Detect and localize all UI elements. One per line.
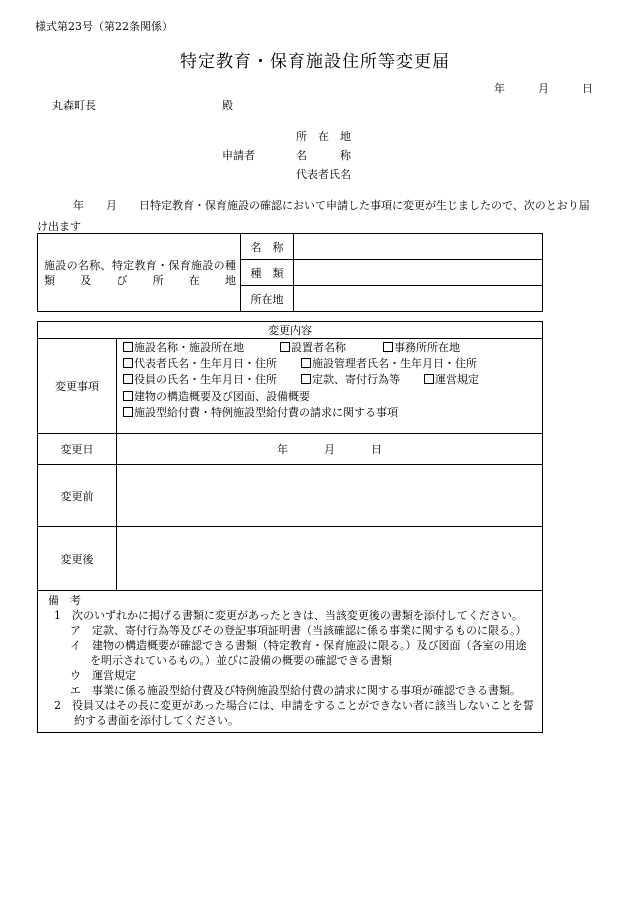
before-field[interactable]: [117, 465, 543, 527]
option-label: 役員の氏名・生年月日・住所: [134, 373, 277, 387]
checkbox[interactable]: [424, 374, 434, 384]
day-label: 日: [371, 443, 382, 456]
note-sub-a: ア 定款、寄付行為等及びその登記事項証明書（当該確認に係る事業に関するものに限る。）: [70, 624, 527, 637]
option-row: [123, 405, 536, 421]
intro-text: 年 月 日特定教育・保育施設の確認において申請した事項に変更が生じましたので、次のとおり届け出ます: [37, 199, 590, 233]
honorific: 殿: [222, 99, 233, 112]
checkbox[interactable]: [123, 407, 133, 417]
change-items-label: 変更事項: [38, 339, 117, 434]
after-label: 変更後: [38, 527, 117, 591]
change-date-field[interactable]: [117, 434, 543, 465]
checkbox[interactable]: [123, 391, 133, 401]
checkbox[interactable]: [301, 374, 311, 384]
checkbox[interactable]: [123, 358, 133, 368]
year-label: 年: [494, 82, 505, 95]
name-label: 名 称: [296, 149, 351, 162]
day-label: 日: [582, 82, 593, 95]
facility-location-label: 所在地: [241, 286, 294, 312]
option-label: 施設型給付費・特例施設型給付費の請求に関する事項: [134, 405, 398, 419]
facility-type-field[interactable]: [294, 260, 543, 286]
month-label: 月: [324, 443, 335, 456]
address-label: 所 在 地: [296, 130, 351, 143]
note-item-2: 2 役員又はその長に変更があった場合には、申請をすることができない者に該当しないことを誓約する書面を添付してください。: [54, 699, 534, 727]
facility-type-label: 種 類: [241, 260, 294, 286]
month-label: 月: [538, 82, 549, 95]
changes-table: [37, 321, 543, 733]
option-row: [123, 340, 536, 356]
after-field[interactable]: [117, 527, 543, 591]
checkbox[interactable]: [123, 374, 133, 384]
option-label: 建物の構造概要及び図面、設備概要: [134, 389, 310, 403]
facility-name-field[interactable]: [294, 234, 543, 260]
checkbox[interactable]: [123, 342, 133, 352]
form-number: 様式第23号（第22条関係）: [35, 20, 173, 33]
checkbox[interactable]: [280, 342, 290, 352]
note-sub-u: ウ 運営規定: [70, 669, 136, 682]
representative-label: 代表者氏名: [296, 168, 351, 181]
option-label: 代表者氏名・生年月日・住所: [134, 357, 277, 371]
option-row: [123, 372, 536, 388]
option-label: 施設名称・施設所在地: [134, 341, 244, 354]
change-items-options: [117, 339, 543, 434]
change-date-label: 変更日: [38, 434, 117, 465]
option-row: [123, 356, 536, 372]
facility-name-label: 名 称: [241, 234, 294, 260]
option-label: 運営規定: [435, 373, 479, 387]
page-title: 特定教育・保育施設住所等変更届: [180, 52, 450, 72]
addressee: 丸森町長: [52, 99, 96, 112]
option-row: [123, 389, 536, 405]
notes-section: [38, 591, 543, 733]
note-item-1: 1 次のいずれかに掲げる書類に変更があったときは、当該変更後の書類を添付してください。: [54, 609, 523, 622]
note-sub-i: イ 建物の構造概要が確認できる書類（特定教育・保育施設に限る。）及び図面（各室の用途を明示されているもの。）並びに設備の概要の確認できる書類: [70, 639, 527, 667]
before-label: 変更前: [38, 465, 117, 527]
submission-date: [494, 80, 593, 96]
option-label: 事務所所在地: [394, 341, 460, 354]
facility-location-field[interactable]: [294, 286, 543, 312]
applicant-label: 申請者: [222, 149, 255, 162]
option-label: 定款、寄付行為等: [312, 373, 400, 387]
facility-label: 施設の名称、特定教育・保育施設の種類及び所在地: [38, 234, 241, 312]
year-label: 年: [277, 443, 288, 456]
option-label: 施設管理者氏名・生年月日・住所: [312, 357, 477, 371]
checkbox[interactable]: [383, 342, 393, 352]
facility-table: [37, 233, 543, 312]
changes-header: 変更内容: [38, 322, 543, 339]
checkbox[interactable]: [301, 358, 311, 368]
note-sub-e: エ 事業に係る施設型給付費及び特例施設型給付費の請求に関する事項が確認できる書類。: [70, 684, 521, 697]
option-label: 設置者名称: [291, 341, 346, 354]
notes-heading: 備 考: [48, 594, 81, 607]
